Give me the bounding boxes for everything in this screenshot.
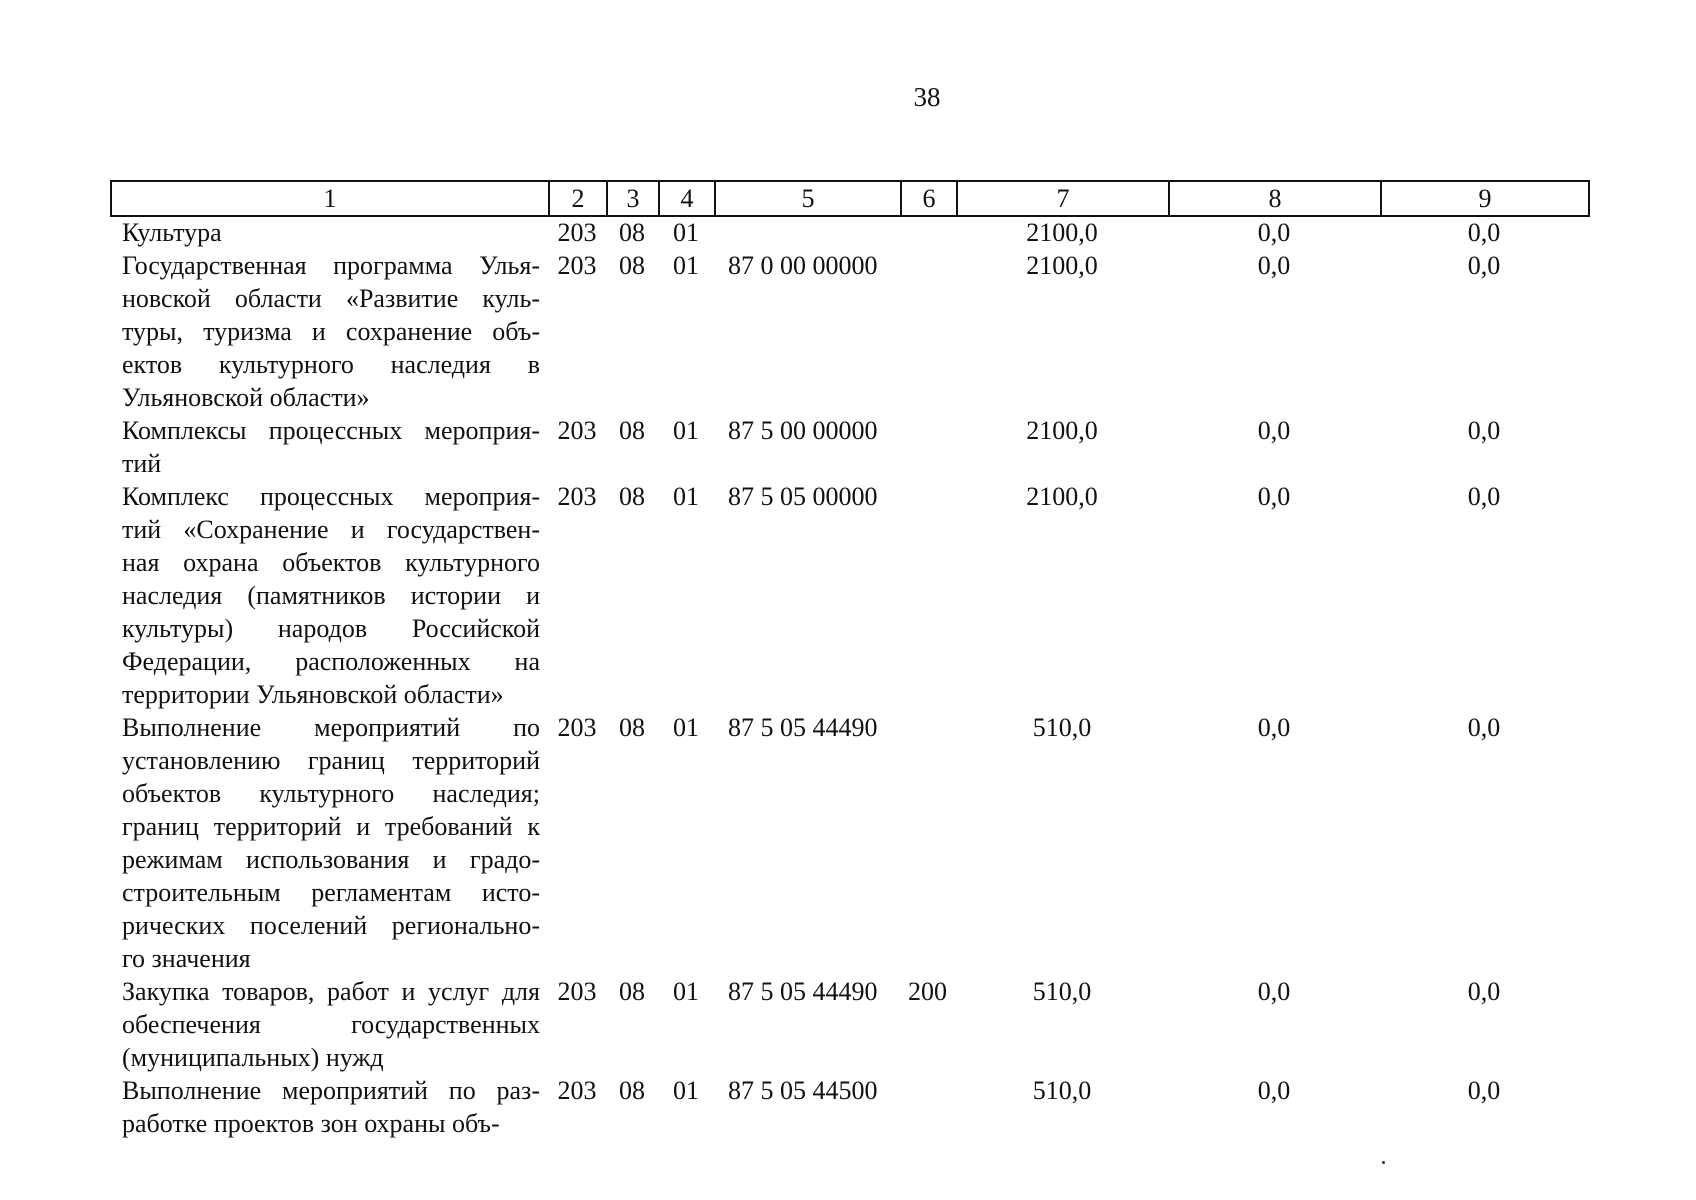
- value-7-cell: 2100,0: [1026, 416, 1098, 445]
- value-8-cell: 0,0: [1257, 218, 1291, 247]
- value-8-cell: 0,0: [1257, 713, 1291, 742]
- value-8-cell: 0,0: [1257, 1076, 1291, 1105]
- table-row: [110, 414, 1588, 480]
- code-4-cell: 01: [673, 713, 699, 742]
- code-4-cell: 01: [673, 977, 699, 1006]
- value-9-cell: 0,0: [1467, 218, 1501, 247]
- row-name-line: Выполнение мероприятий по раз-: [122, 1076, 540, 1105]
- header-cell-8: 8: [1169, 181, 1381, 216]
- row-name-line: Федерации, расположенных на: [122, 647, 540, 676]
- code-6-cell: [900, 480, 956, 711]
- row-name-line: наследия (памятников истории и: [122, 581, 540, 610]
- value-8-cell: 0,0: [1257, 251, 1291, 280]
- row-name-line: Комплексы процессных мероприя-: [122, 416, 540, 445]
- value-9-cell: 0,0: [1467, 713, 1501, 742]
- header-cell-3: 3: [607, 181, 659, 216]
- header-cell-6: 6: [901, 181, 957, 216]
- code-3-cell: 08: [619, 977, 645, 1006]
- scan-speck: [1382, 1161, 1385, 1164]
- code-5-cell: 87 5 05 00000: [728, 482, 878, 511]
- code-5-cell: 87 5 05 44490: [728, 977, 878, 1006]
- row-name-line: Выполнение мероприятий по: [122, 713, 540, 742]
- table-row: [110, 216, 1588, 249]
- value-7-cell: 2100,0: [1026, 482, 1098, 511]
- value-9-cell: 0,0: [1467, 482, 1501, 511]
- row-name-cell: [110, 414, 548, 480]
- row-name-cell: [110, 1074, 548, 1140]
- value-9-cell: 0,0: [1467, 251, 1501, 280]
- code-2-cell: 203: [557, 713, 597, 742]
- value-9-cell: 0,0: [1467, 416, 1501, 445]
- row-name-cell: [110, 249, 548, 414]
- row-name-line: тий: [122, 449, 162, 478]
- code-6-cell: [900, 216, 956, 249]
- code-5-cell: 87 5 00 00000: [728, 416, 878, 445]
- row-name-line: тий «Сохранение и государствен-: [122, 515, 540, 544]
- row-name-cell: [110, 216, 548, 249]
- row-name-line: границ территорий и требований к: [122, 812, 540, 841]
- code-5-cell: 87 0 00 00000: [728, 251, 878, 280]
- row-name-cell: [110, 975, 548, 1074]
- table-row: [110, 480, 1588, 711]
- row-name-line: установлению границ территорий: [122, 746, 540, 775]
- row-name-line: ектов культурного наследия в: [122, 350, 540, 379]
- code-2-cell: 203: [557, 251, 597, 280]
- header-cell-5: 5: [715, 181, 901, 216]
- code-6-cell: 200: [908, 977, 947, 1006]
- value-7-cell: 510,0: [1032, 977, 1092, 1006]
- value-7-cell: 510,0: [1032, 1076, 1092, 1105]
- row-name-line: ная охрана объектов культурного: [122, 548, 540, 577]
- row-name-line: культуры) народов Российской: [122, 614, 540, 643]
- header-cell-7: 7: [957, 181, 1169, 216]
- header-row: [111, 181, 1589, 216]
- code-3-cell: 08: [619, 416, 645, 445]
- page-number: 38: [913, 82, 941, 112]
- code-4-cell: 01: [673, 218, 699, 247]
- value-7-cell: 510,0: [1032, 713, 1092, 742]
- value-8-cell: 0,0: [1257, 977, 1291, 1006]
- code-2-cell: 203: [557, 482, 597, 511]
- row-name-line: объектов культурного наследия;: [122, 779, 540, 808]
- code-6-cell: [900, 711, 956, 975]
- row-name-line: Государственная программа Улья-: [122, 251, 540, 280]
- code-3-cell: 08: [619, 482, 645, 511]
- row-name-line: строительным регламентам исто-: [122, 878, 540, 907]
- table-row: [110, 975, 1588, 1074]
- row-name-line: режимам использования и градо-: [122, 845, 540, 874]
- code-3-cell: 08: [619, 1076, 645, 1105]
- code-4-cell: 01: [673, 416, 699, 445]
- value-7-cell: 2100,0: [1026, 218, 1098, 247]
- row-name-line: работке проектов зон охраны объ-: [122, 1109, 500, 1138]
- row-name-line: Ульяновской области»: [122, 383, 370, 412]
- column-number-header: [110, 180, 1590, 217]
- table-row: [110, 1074, 1588, 1140]
- code-4-cell: 01: [673, 482, 699, 511]
- code-2-cell: 203: [557, 416, 597, 445]
- row-name-line: Закупка товаров, работ и услуг для: [122, 977, 540, 1006]
- row-name-line: (муниципальных) нужд: [122, 1043, 384, 1072]
- code-4-cell: 01: [673, 1076, 699, 1105]
- code-2-cell: 203: [557, 977, 597, 1006]
- header-cell-2: 2: [549, 181, 607, 216]
- code-2-cell: 203: [557, 218, 597, 247]
- row-name-line: туры, туризма и сохранение объ-: [122, 317, 540, 346]
- value-7-cell: 2100,0: [1026, 251, 1098, 280]
- row-name-line: го значения: [122, 944, 251, 973]
- code-3-cell: 08: [619, 251, 645, 280]
- row-name-cell: [110, 711, 548, 975]
- code-6-cell: [900, 249, 956, 414]
- table-row: [110, 711, 1588, 975]
- row-name-cell: [110, 480, 548, 711]
- header-cell-4: 4: [659, 181, 715, 216]
- code-3-cell: 08: [619, 218, 645, 247]
- header-cell-1: 1: [111, 181, 549, 216]
- code-4-cell: 01: [673, 251, 699, 280]
- row-name-line: Комплекс процессных мероприя-: [122, 482, 540, 511]
- code-6-cell: [900, 1074, 956, 1140]
- row-name-line: Культура: [122, 218, 222, 247]
- header-cell-9: 9: [1381, 181, 1589, 216]
- code-5-cell: [714, 216, 900, 249]
- code-5-cell: 87 5 05 44500: [728, 1076, 878, 1105]
- value-9-cell: 0,0: [1467, 1076, 1501, 1105]
- row-name-line: рических поселений регионально-: [122, 911, 540, 940]
- code-2-cell: 203: [557, 1076, 597, 1105]
- code-3-cell: 08: [619, 713, 645, 742]
- row-name-line: новской области «Развитие куль-: [122, 284, 540, 313]
- value-9-cell: 0,0: [1467, 977, 1501, 1006]
- value-8-cell: 0,0: [1257, 416, 1291, 445]
- budget-table: [110, 216, 1588, 1140]
- code-6-cell: [900, 414, 956, 480]
- row-name-line: обеспечения государственных: [122, 1010, 540, 1039]
- code-5-cell: 87 5 05 44490: [728, 713, 878, 742]
- row-name-line: территории Ульяновской области»: [122, 680, 504, 709]
- value-8-cell: 0,0: [1257, 482, 1291, 511]
- table-row: [110, 249, 1588, 414]
